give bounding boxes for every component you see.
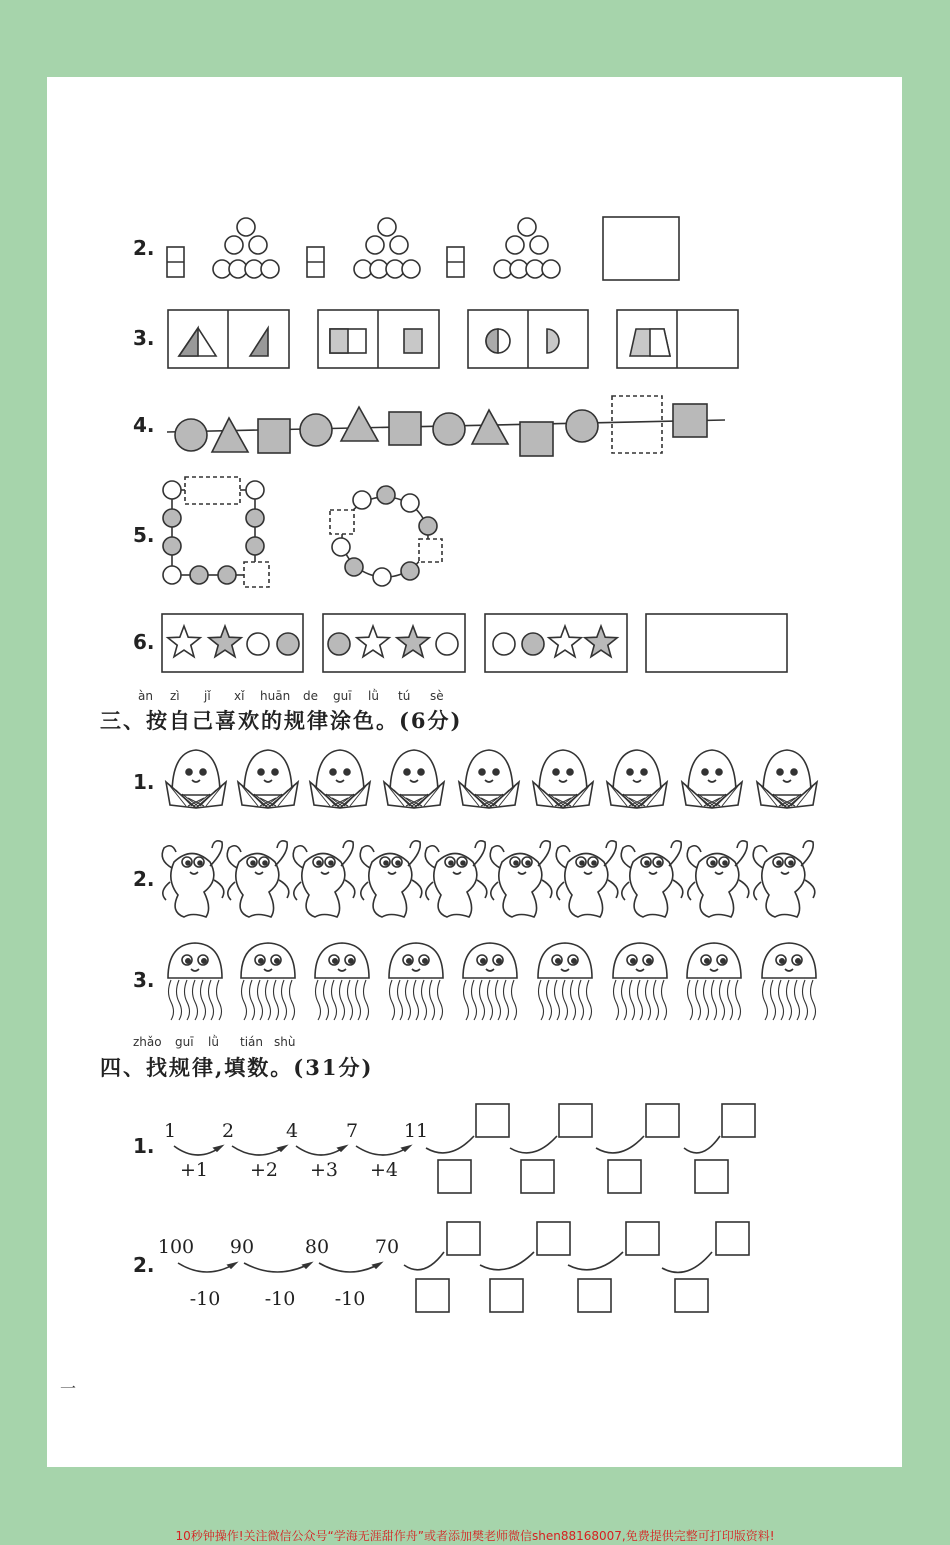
sequence1-lower-box-2[interactable] xyxy=(608,1160,641,1193)
q5-ring-necklace xyxy=(330,486,442,586)
sequence2-number-0: 100 xyxy=(157,1236,195,1258)
sequence1-lower-box-1[interactable] xyxy=(521,1160,554,1193)
q6-group-1 xyxy=(162,614,303,672)
sequence1-op-0: +1 xyxy=(179,1159,208,1181)
zongzi-drawing xyxy=(310,750,370,808)
q4-answer-box[interactable] xyxy=(612,396,662,453)
section-4-title: 四、找规律,填数。(31分) xyxy=(100,1055,374,1080)
sequence2-upper-box-2[interactable] xyxy=(626,1222,659,1255)
q6-answer-box[interactable] xyxy=(646,614,787,672)
sequence2-lower-box-3[interactable] xyxy=(675,1279,708,1312)
sequence1-number-3: 7 xyxy=(345,1120,359,1142)
section3-pinyin-3: xǐ xyxy=(234,689,245,703)
section3-pinyin-5: de xyxy=(303,689,318,703)
sequence1-number-4: 11 xyxy=(403,1120,429,1142)
sequence2-number-2: 80 xyxy=(304,1236,330,1258)
section-3-title: 三、按自己喜欢的规律涂色。(6分) xyxy=(100,708,463,733)
section3-pinyin-4: huān xyxy=(260,689,291,703)
zongzi-drawing xyxy=(533,750,593,808)
q6-group-3 xyxy=(485,614,627,672)
sequence1-number-0: 1 xyxy=(163,1120,177,1142)
jellyfish-row xyxy=(168,943,816,1020)
question-number-2: 2. xyxy=(133,236,155,260)
sequence2-upper-box-0[interactable] xyxy=(447,1222,480,1255)
sequence1-upper-box-0[interactable] xyxy=(476,1104,509,1137)
q3-pair-3 xyxy=(468,310,588,368)
sequence1-op-3: +4 xyxy=(369,1159,398,1181)
sequence-arcs xyxy=(174,1104,755,1312)
zongzi-drawing xyxy=(238,750,298,808)
q2-small-rect-2 xyxy=(307,247,324,277)
star-shape xyxy=(357,626,389,657)
q2-answer-box[interactable] xyxy=(603,217,679,280)
jellyfish-drawing xyxy=(613,943,667,1020)
sequence2-number-1: 90 xyxy=(229,1236,255,1258)
jellyfish-drawing xyxy=(241,943,295,1020)
section3-pinyin-7: lǜ xyxy=(368,689,379,703)
octopus-drawing xyxy=(425,841,487,917)
page-mark: 一 xyxy=(60,1379,77,1398)
section3-pinyin-6: guī xyxy=(333,689,352,703)
sequence-question-2: 2. xyxy=(133,1253,155,1277)
q3-pair-4 xyxy=(617,310,738,368)
section3-pinyin-0: àn xyxy=(138,689,153,703)
octopus-drawing xyxy=(687,841,749,917)
zongzi-drawing xyxy=(384,750,444,808)
sequence1-upper-box-2[interactable] xyxy=(646,1104,679,1137)
sequence1-number-1: 2 xyxy=(221,1120,235,1142)
q2-circle-pyramid-2 xyxy=(354,218,420,278)
jellyfish-drawing xyxy=(168,943,222,1020)
section4-pinyin-2: lǜ xyxy=(208,1035,219,1049)
question-number-5: 5. xyxy=(133,523,155,547)
sequence2-number-3: 70 xyxy=(374,1236,400,1258)
jellyfish-drawing xyxy=(389,943,443,1020)
sequence2-upper-box-1[interactable] xyxy=(537,1222,570,1255)
zongzi-drawing xyxy=(682,750,742,808)
octopus-drawing xyxy=(227,841,289,917)
section4-pinyin-0: zhǎo xyxy=(133,1035,162,1049)
sequence2-op-2: -10 xyxy=(334,1288,366,1310)
octopus-drawing xyxy=(490,841,552,917)
jellyfish-drawing xyxy=(538,943,592,1020)
star-shape xyxy=(549,626,581,657)
sequence2-op-0: -10 xyxy=(189,1288,221,1310)
sequence1-op-1: +2 xyxy=(249,1159,278,1181)
octopus-row xyxy=(162,841,815,917)
q3-pair-1 xyxy=(168,310,289,368)
sequence1-upper-box-1[interactable] xyxy=(559,1104,592,1137)
octopus-drawing xyxy=(162,841,224,917)
q2-circle-pyramid-1 xyxy=(213,218,279,278)
sequence2-lower-box-1[interactable] xyxy=(490,1279,523,1312)
octopus-drawing xyxy=(621,841,683,917)
q3-pair-2 xyxy=(318,310,439,368)
question-number-4: 4. xyxy=(133,413,155,437)
section4-pinyin-3: tián xyxy=(240,1035,263,1049)
q2-circle-pyramid-3 xyxy=(494,218,560,278)
jellyfish-drawing xyxy=(762,943,816,1020)
sequence1-lower-box-0[interactable] xyxy=(438,1160,471,1193)
zongzi-row xyxy=(166,750,817,808)
zongzi-drawing xyxy=(166,750,226,808)
star-shape xyxy=(209,626,241,657)
octopus-drawing xyxy=(753,841,815,917)
star-shape xyxy=(168,626,200,657)
section3-pinyin-8: tú xyxy=(398,689,411,703)
section3-pinyin-1: zì xyxy=(170,689,180,703)
section4-pinyin-4: shù xyxy=(274,1035,296,1049)
zongzi-drawing xyxy=(757,750,817,808)
section3-pinyin-9: sè xyxy=(430,689,444,703)
section3-pinyin-2: jǐ xyxy=(204,689,211,703)
footer-notice: 10秒钟操作!关注微信公众号“学海无涯甜作舟”或者添加樊老师微信shen88168007,免费提供完整可打印版资料! xyxy=(175,1529,775,1543)
octopus-drawing xyxy=(360,841,422,917)
zongzi-drawing xyxy=(459,750,519,808)
q2-small-rect-3 xyxy=(447,247,464,277)
star-shape xyxy=(397,626,429,657)
question-number-3: 3. xyxy=(133,326,155,350)
question-number-6: 6. xyxy=(133,630,155,654)
jellyfish-drawing xyxy=(463,943,517,1020)
sequence1-lower-box-3[interactable] xyxy=(695,1160,728,1193)
coloring-question-3: 3. xyxy=(133,968,155,992)
star-shape xyxy=(585,626,617,657)
q2-small-rect-1 xyxy=(167,247,184,277)
sequence1-number-2: 4 xyxy=(285,1120,299,1142)
coloring-question-1: 1. xyxy=(133,770,155,794)
coloring-question-2: 2. xyxy=(133,867,155,891)
octopus-drawing xyxy=(293,841,355,917)
sequence2-upper-box-3[interactable] xyxy=(716,1222,749,1255)
zongzi-drawing xyxy=(607,750,667,808)
q6-group-2 xyxy=(323,614,465,672)
sequence2-lower-box-2[interactable] xyxy=(578,1279,611,1312)
sequence1-op-2: +3 xyxy=(309,1159,338,1181)
jellyfish-drawing xyxy=(315,943,369,1020)
sequence1-upper-box-3[interactable] xyxy=(722,1104,755,1137)
sequence2-lower-box-0[interactable] xyxy=(416,1279,449,1312)
jellyfish-drawing xyxy=(687,943,741,1020)
section4-pinyin-1: guī xyxy=(175,1035,194,1049)
sequence-question-1: 1. xyxy=(133,1134,155,1158)
octopus-drawing xyxy=(556,841,618,917)
q5-square-necklace xyxy=(163,477,269,587)
sequence2-op-1: -10 xyxy=(264,1288,296,1310)
